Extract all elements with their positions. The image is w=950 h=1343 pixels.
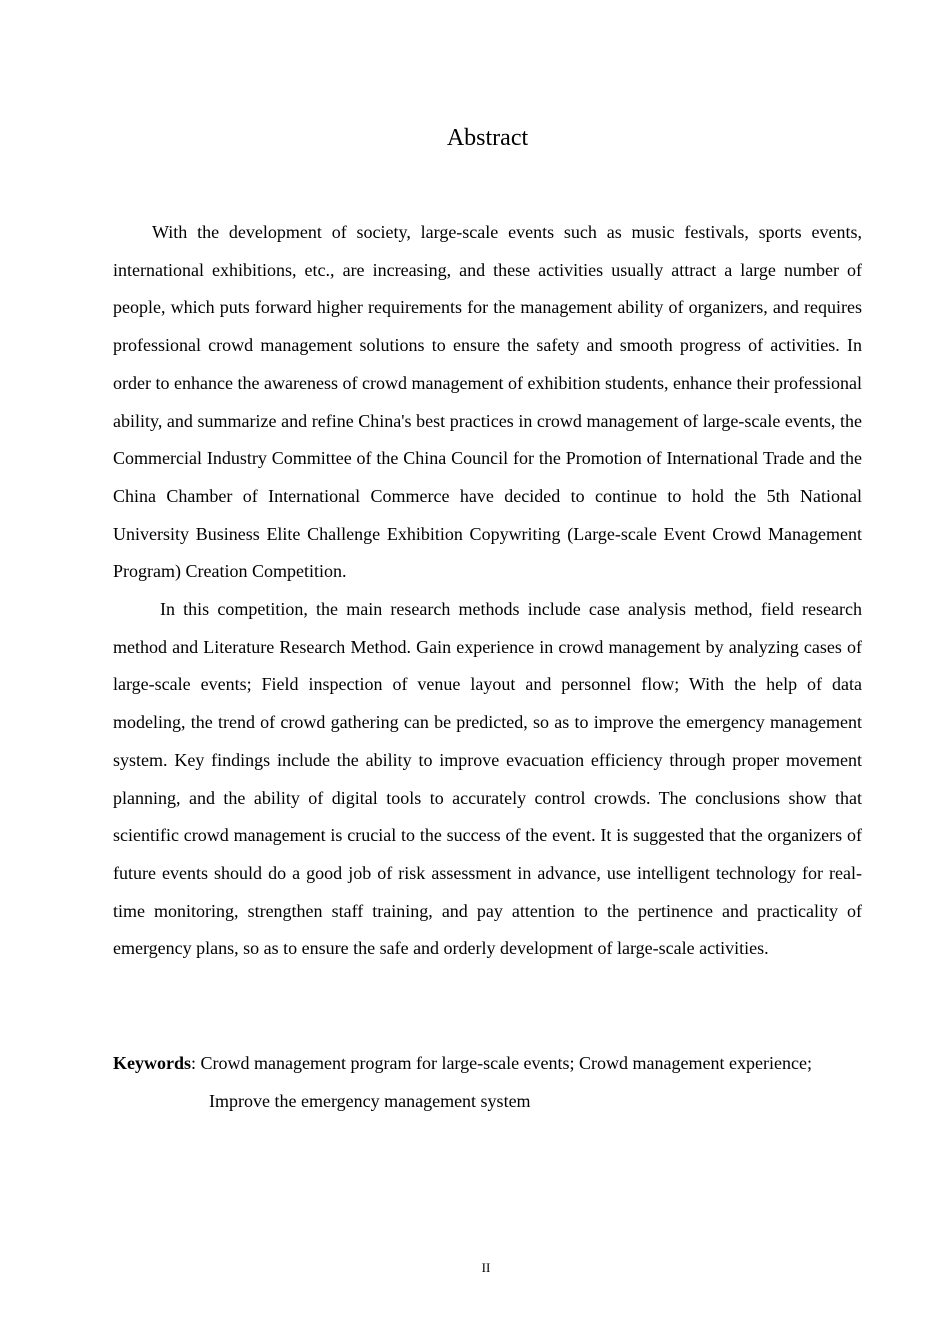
- page-number: II: [481, 1260, 491, 1275]
- abstract-paragraph-2: In this competition, the main research methods include case analysis method, field research method and Literature Research Method. Gain experience in crowd management by analyzing cases of large-scale events; Field inspection of venue layout and personnel flow; With the help of data modeling, the trend of crowd gathering can be predicted, so as to improve the emergency management system. Key findings include the ability to improve evacuation efficiency through proper movement planning, and the ability of digital tools to accurately control crowds. The conclusions show that scientific crowd management is crucial to the success of the event. It is suggested that the organizers of future events should do a good job of risk assessment in advance, use intelligent technology for real-time monitoring, strengthen staff training, and pay attention to the pertinence and practicality of emergency plans, so as to ensure the safe and orderly development of large-scale activities.: [113, 599, 862, 959]
- keywords-line-2: Improve the emergency management system: [209, 1091, 531, 1111]
- abstract-paragraph-1: With the development of society, large-scale events such as music festivals, sports events, international exhibitions, etc., are increasing, and these activities usually attract a large number of people, which puts forward higher requirements for the management ability of organizers, and requires professional crowd management solutions to ensure the safety and smooth progress of activities. In order to enhance the awareness of crowd management of exhibition students, enhance their professional ability, and summarize and refine China's best practices in crowd management of large-scale events, the Commercial Industry Committee of the China Council for the Promotion of International Trade and the China Chamber of International Commerce have decided to continue to hold the 5th National University Business Elite Challenge Exhibition Copywriting (Large-scale Event Crowd Management Program) Creation Competition.: [113, 222, 862, 582]
- keywords-separator: :: [191, 1053, 201, 1073]
- keywords-line-1: [113, 1044, 873, 1082]
- keywords-text-1: Crowd management program for large-scale events; Crowd management experience;: [200, 1053, 812, 1073]
- keywords-section: [113, 1044, 873, 1120]
- abstract-body: [113, 214, 862, 968]
- abstract-title: Abstract: [446, 125, 529, 151]
- keywords-label: Keywords: [113, 1053, 191, 1073]
